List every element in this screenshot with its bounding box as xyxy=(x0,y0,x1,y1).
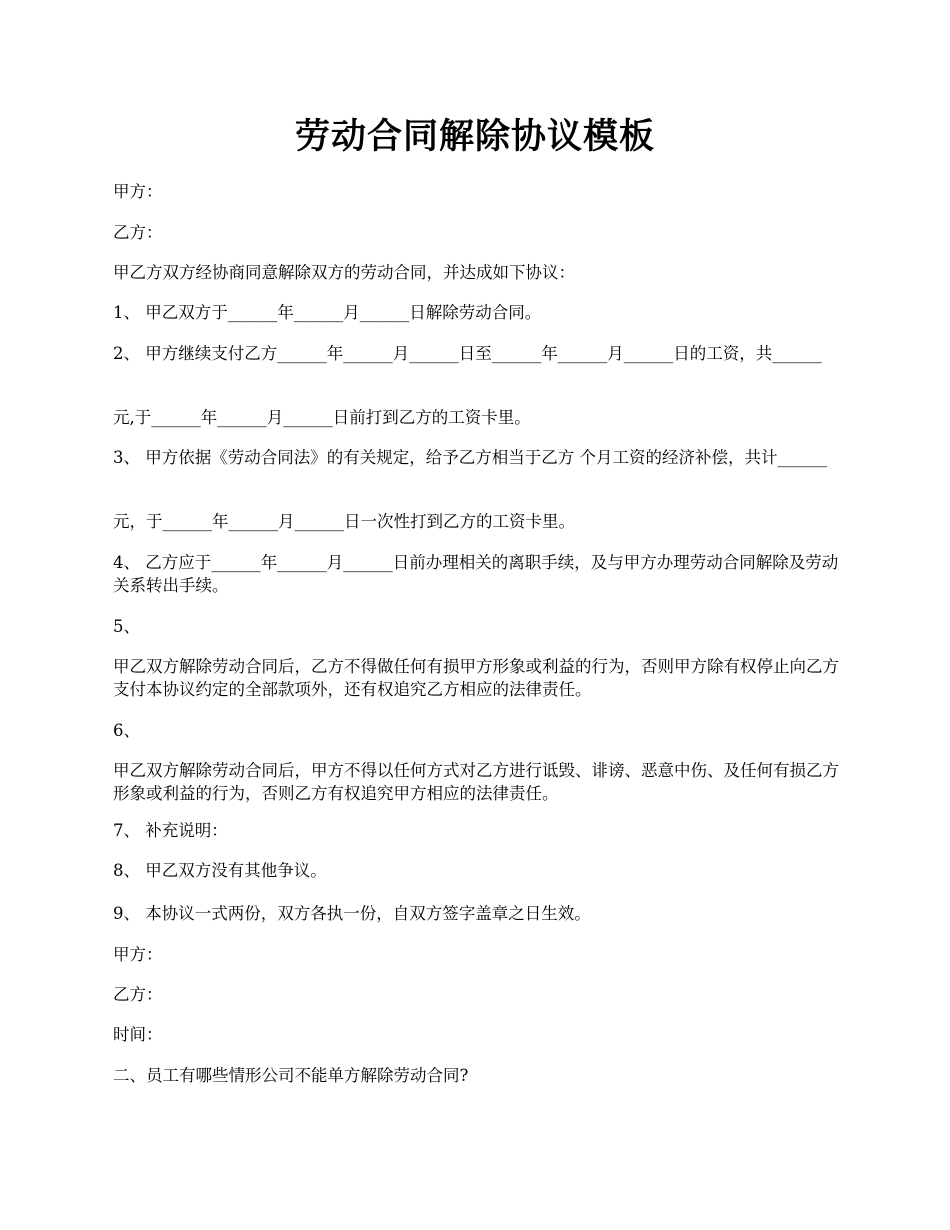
clause-4: 4、 乙方应于______年______月______日前办理相关的离职手续，及与甲方办理劳动合同解除及劳动关系转出手续。 xyxy=(113,553,839,595)
document-title: 劳动合同解除协议模板 xyxy=(294,116,655,157)
section-2-heading: 二、员工有哪些情形公司不能单方解除劳动合同? xyxy=(113,1066,469,1085)
clause-9: 9、 本协议一式两份，双方各执一份，自双方签字盖章之日生效。 xyxy=(113,904,591,923)
clause-2-continued: 元,于______年______月______日前打到乙方的工资卡里。 xyxy=(113,408,531,427)
clause-8: 8、 甲乙双方没有其他争议。 xyxy=(113,861,327,880)
signature-party-a: 甲方： xyxy=(113,945,163,964)
clause-7: 7、 补充说明： xyxy=(113,821,228,840)
clause-6-number: 6、 xyxy=(113,721,140,740)
clause-2: 2、 甲方继续支付乙方______年______月______日至______年______月______日的工资，共______ xyxy=(113,344,822,363)
clause-5-number: 5、 xyxy=(113,617,140,636)
clause-5: 甲乙双方解除劳动合同后，乙方不得做任何有损甲方形象或利益的行为，否则甲方除有权停止向乙方支付本协议约定的全部款项外，还有权追究乙方相应的法律责任。 xyxy=(113,657,839,699)
agreement-intro: 甲乙方双方经协商同意解除双方的劳动合同，并达成如下协议： xyxy=(113,263,575,282)
clause-3: 3、 甲方依据《劳动合同法》的有关规定，给予乙方相当于乙方 个月工资的经济补偿，共计______ xyxy=(113,448,827,467)
signature-date: 时间： xyxy=(113,1025,163,1044)
clause-3-continued: 元，于______年______月______日一次性打到乙方的工资卡里。 xyxy=(113,512,575,531)
signature-party-b: 乙方： xyxy=(113,985,163,1004)
clause-6: 甲乙双方解除劳动合同后，甲方不得以任何方式对乙方进行诋毁、诽谤、恶意中伤、及任何有损乙方形象或利益的行为，否则乙方有权追究甲方相应的法律责任。 xyxy=(113,761,839,803)
clause-1: 1、 甲乙双方于______年______月______日解除劳动合同。 xyxy=(113,303,542,322)
party-b-label: 乙方： xyxy=(113,223,163,242)
party-a-label: 甲方： xyxy=(113,182,163,201)
